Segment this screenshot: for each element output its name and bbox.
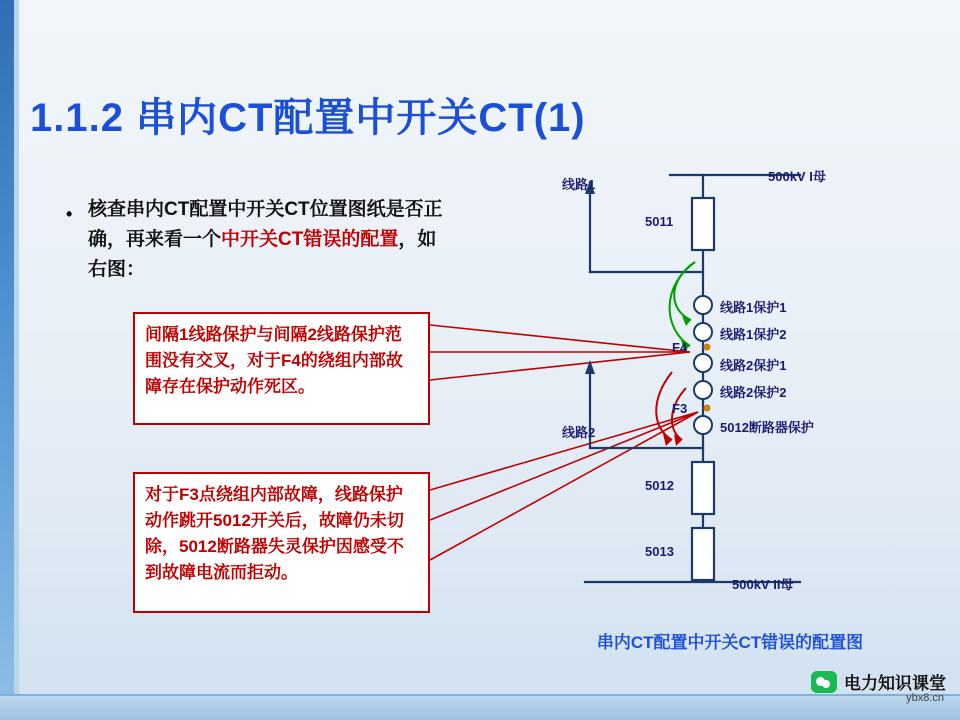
diagram-svg	[500, 150, 945, 670]
page-title: 1.1.2 串内CT配置中开关CT(1)	[30, 96, 586, 140]
callout-box-2: 对于F3点绕组内部故障，线路保护动作跳开5012开关后，故障仍未切除，5012断路器失灵保护因感受不到故障电流而拒动。	[133, 472, 430, 613]
bullet-text-highlight: 中开关CT错误的配置	[221, 229, 399, 250]
ct-symbol-1	[694, 296, 712, 314]
label-fault-f4: F4	[672, 340, 688, 355]
wechat-icon	[811, 671, 837, 693]
label-ct-1: 线路1保护1	[720, 300, 787, 315]
label-ct-3: 线路2保护1	[720, 358, 787, 373]
bullet-text	[88, 195, 446, 285]
ct-symbol-2	[694, 323, 712, 341]
left-accent-band	[0, 0, 14, 720]
one-line-diagram	[500, 150, 945, 670]
left-accent-band-inner	[14, 0, 19, 720]
diagram-caption: 串内CT配置中开关CT错误的配置图	[596, 633, 864, 652]
label-line1: 线路1	[562, 177, 596, 192]
label-breaker-5011: 5011	[645, 214, 674, 229]
fault-point-f3	[704, 405, 711, 412]
line2-arrowhead	[585, 360, 595, 374]
callout-box-1: 间隔1线路保护与间隔2线路保护范围没有交叉，对于F4的绕组内部故障存在保护动作死区。	[133, 312, 430, 425]
label-bus-bottom: 500kV II母	[732, 577, 794, 592]
watermark-subtext: ybx8.cn	[906, 692, 944, 704]
breaker-5011-symbol	[692, 198, 714, 250]
bullet-text-part1: 核查串内CT配置中开关CT位置图纸是否正确，再来看一个	[88, 199, 443, 250]
label-ct-2: 线路1保护2	[720, 327, 787, 342]
bullet-paragraph	[66, 195, 446, 285]
label-line2: 线路2	[562, 425, 596, 440]
bullet-text-part2: ，如右图：	[88, 229, 437, 280]
label-bus-top: 500kV I母	[768, 169, 826, 184]
bullet-marker: •	[66, 204, 73, 224]
bottom-accent-band	[0, 696, 960, 720]
label-breaker-5013: 5013	[645, 544, 674, 559]
ct-symbol-5	[694, 416, 712, 434]
ct-symbol-3	[694, 354, 712, 372]
label-ct-5: 5012断路器保护	[720, 420, 814, 435]
label-ct-4: 线路2保护2	[720, 385, 787, 400]
breaker-5013-symbol	[692, 528, 714, 580]
breaker-5012-symbol	[692, 462, 714, 514]
watermark-name: 电力知识课堂	[844, 674, 946, 693]
label-breaker-5012: 5012	[645, 478, 674, 493]
ct-symbol-4	[694, 381, 712, 399]
label-fault-f3: F3	[672, 401, 688, 416]
fault-point-f4	[704, 344, 711, 351]
watermark-badge	[811, 669, 946, 694]
